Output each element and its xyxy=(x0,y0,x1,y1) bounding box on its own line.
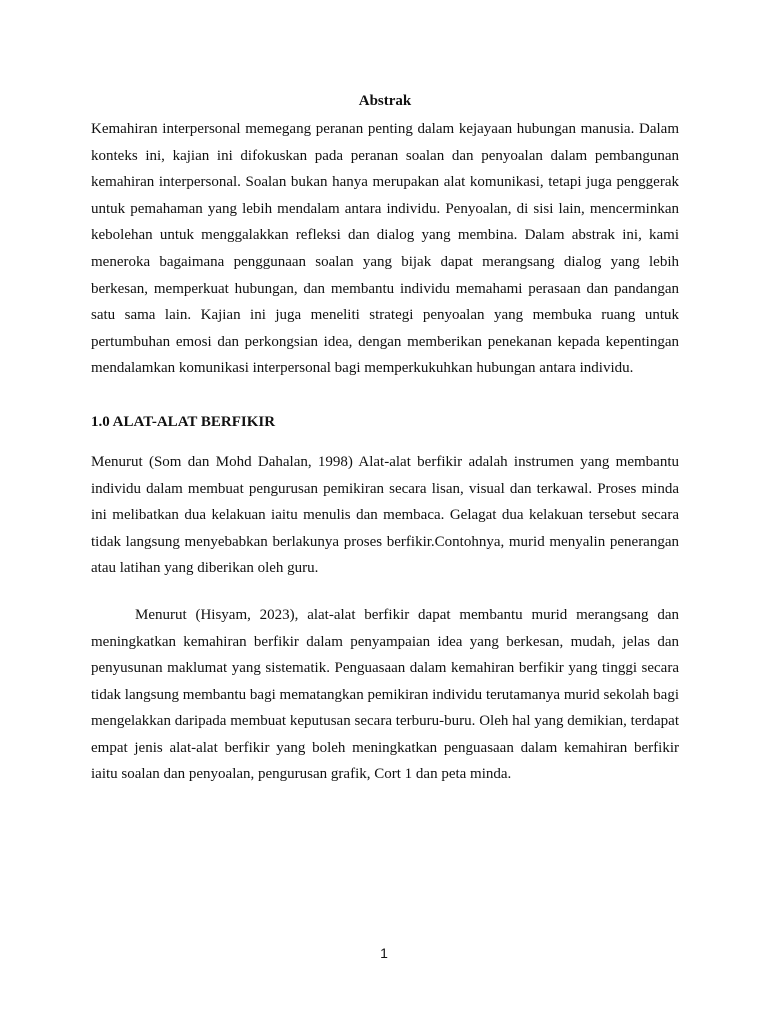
body-paragraph-2: Menurut (Hisyam, 2023), alat-alat berfikir dapat membantu murid merangsang dan meningkatkan kemahiran berfikir dalam penyampaian idea yang berkesan, mudah, jelas dan penyusunan maklumat yang sistematik. Penguasaan dalam kemahiran berfikir yang tinggi secara tidak langsung membantu bagi mematangkan pemikiran individu terutamanya murid sekolah bagi mengelakkan daripada membuat keputusan secara terburu-buru. Oleh hal yang demikian, terdapat empat jenis alat-alat berfikir yang boleh meningkatkan penguasaan dalam kemahiran berfikir iaitu soalan dan penyoalan, pengurusan grafik, Cort 1 dan peta minda. xyxy=(91,606,679,783)
page-number: 1 xyxy=(380,945,388,961)
abstract-paragraph: Kemahiran interpersonal memegang peranan penting dalam kejayaan hubungan manusia. Dalam konteks ini, kajian ini difokuskan pada peranan soalan dan penyoalan dalam pembangunan kemahiran interpersonal. Soalan bukan hanya merupakan alat komunikasi, tetapi juga penggerak untuk pemahaman yang lebih mendalam antara individu. Penyoalan, di sisi lain, mencerminkan kebolehan untuk menggalakkan refleksi dan dialog yang membina. Dalam abstrak ini, kami meneroka bagaimana penggunaan soalan yang bijak dapat merangsang dialog yang lebih berkesan, memperkuat hubungan, dan membantu individu memahami perasaan dan pandangan satu sama lain. Kajian ini juga meneliti strategi penyoalan yang membuka ruang untuk pertumbuhan emosi dan perkongsian idea, dengan memberikan penekanan kepada kepentingan mendalamkan komunikasi interpersonal bagi memperkukuhkan hubungan antara individu. xyxy=(91,121,679,377)
body-paragraph-1: Menurut (Som dan Mohd Dahalan, 1998) Alat-alat berfikir adalah instrumen yang membantu individu dalam membuat pengurusan pemikiran secara lisan, visual dan terkawal. Proses minda ini melibatkan dua kelakuan iaitu menulis dan membaca. Gelagat dua kelakuan tersebut secara tidak langsung menyebabkan berlakunya proses berfikir.Contohnya, murid menyalin penerangan atau latihan yang diberikan oleh guru. xyxy=(91,453,679,577)
page-content xyxy=(91,90,679,788)
abstract-title: Abstrak xyxy=(358,93,412,109)
section-heading: 1.0 ALAT-ALAT BERFIKIR xyxy=(91,413,276,430)
